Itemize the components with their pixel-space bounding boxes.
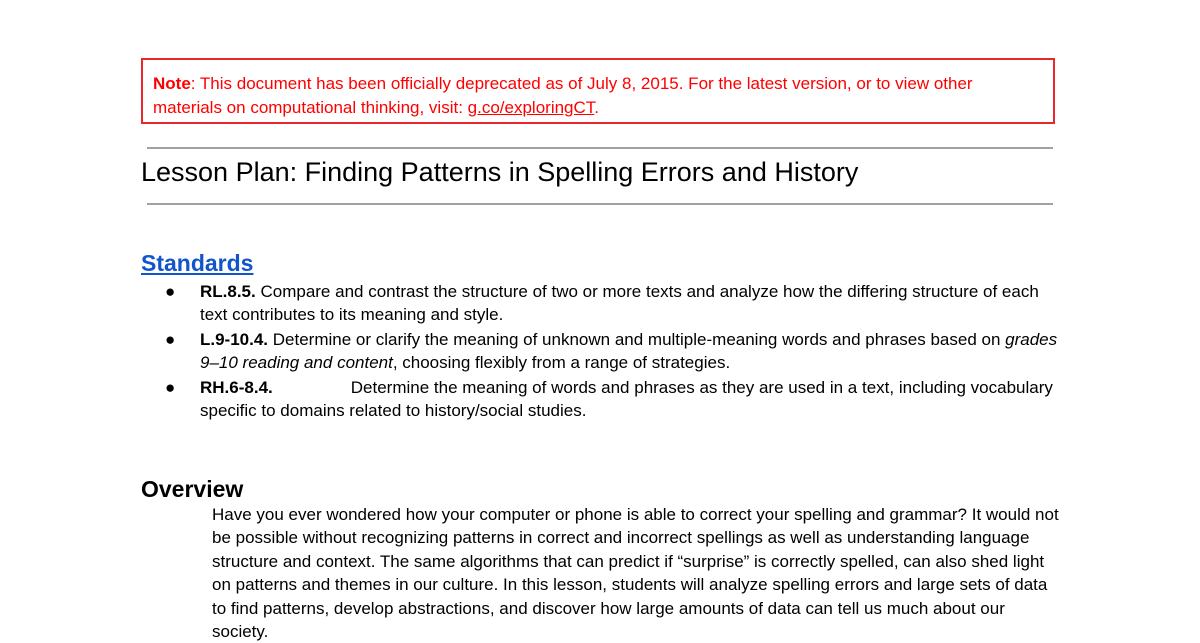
standard-text-italic: grades 9–10 reading and content: [200, 330, 1058, 372]
bullet-icon: ●: [165, 378, 176, 397]
title-bottom-rule: [147, 203, 1053, 205]
page-title: Lesson Plan: Finding Patterns in Spelling Errors and History: [141, 157, 859, 187]
standards-heading-link[interactable]: Standards: [141, 250, 254, 276]
standard-text: Determine the meaning of words and phrases as they are used in a text, including vocabulary specific to domains related to history/social studies.: [200, 378, 1053, 420]
standards-list: [160, 280, 1060, 424]
standard-text: Determine or clarify the meaning of unknown and multiple-meaning words and phrases based on: [268, 330, 1006, 349]
standard-code: RL.8.5.: [200, 282, 256, 301]
deprecation-note: [141, 58, 1055, 124]
standard-text-end: , choosing flexibly from a range of strategies.: [392, 353, 731, 372]
list-item: [160, 376, 1060, 422]
overview-heading: Overview: [141, 476, 244, 502]
note-label: Note: [153, 74, 191, 93]
note-text: : This document has been officially deprecated as of July 8, 2015. For the latest version, or to view other materials on computational thinking, visit:: [153, 74, 973, 117]
exploring-ct-link[interactable]: g.co/exploringCT: [467, 98, 595, 117]
title-top-rule: [147, 147, 1053, 149]
standard-text: Compare and contrast the structure of two or more texts and analyze how the differing structure of each text contributes to its meaning and style.: [200, 282, 1039, 324]
bullet-icon: ●: [165, 330, 176, 349]
bullet-icon: ●: [165, 282, 176, 301]
overview-paragraph: Have you ever wondered how your computer or phone is able to correct your spelling and grammar? It would not be possible without recognizing patterns in correct and incorrect spellings as well as understanding language structure and context. The same algorithms that can predict if “surprise” is correctly spelled, can also shed light on patterns and themes in our culture. In this lesson, students will analyze spelling errors and large sets of data to find patterns, develop abstractions, and discover how large amounts of data can tell us much about our society.: [212, 505, 1059, 642]
list-item: [160, 328, 1060, 374]
standard-code: L.9-10.4.: [200, 330, 269, 349]
list-item: [160, 280, 1060, 326]
note-trailing: .: [594, 98, 600, 117]
standard-code: RH.6-8.4.: [200, 378, 273, 397]
